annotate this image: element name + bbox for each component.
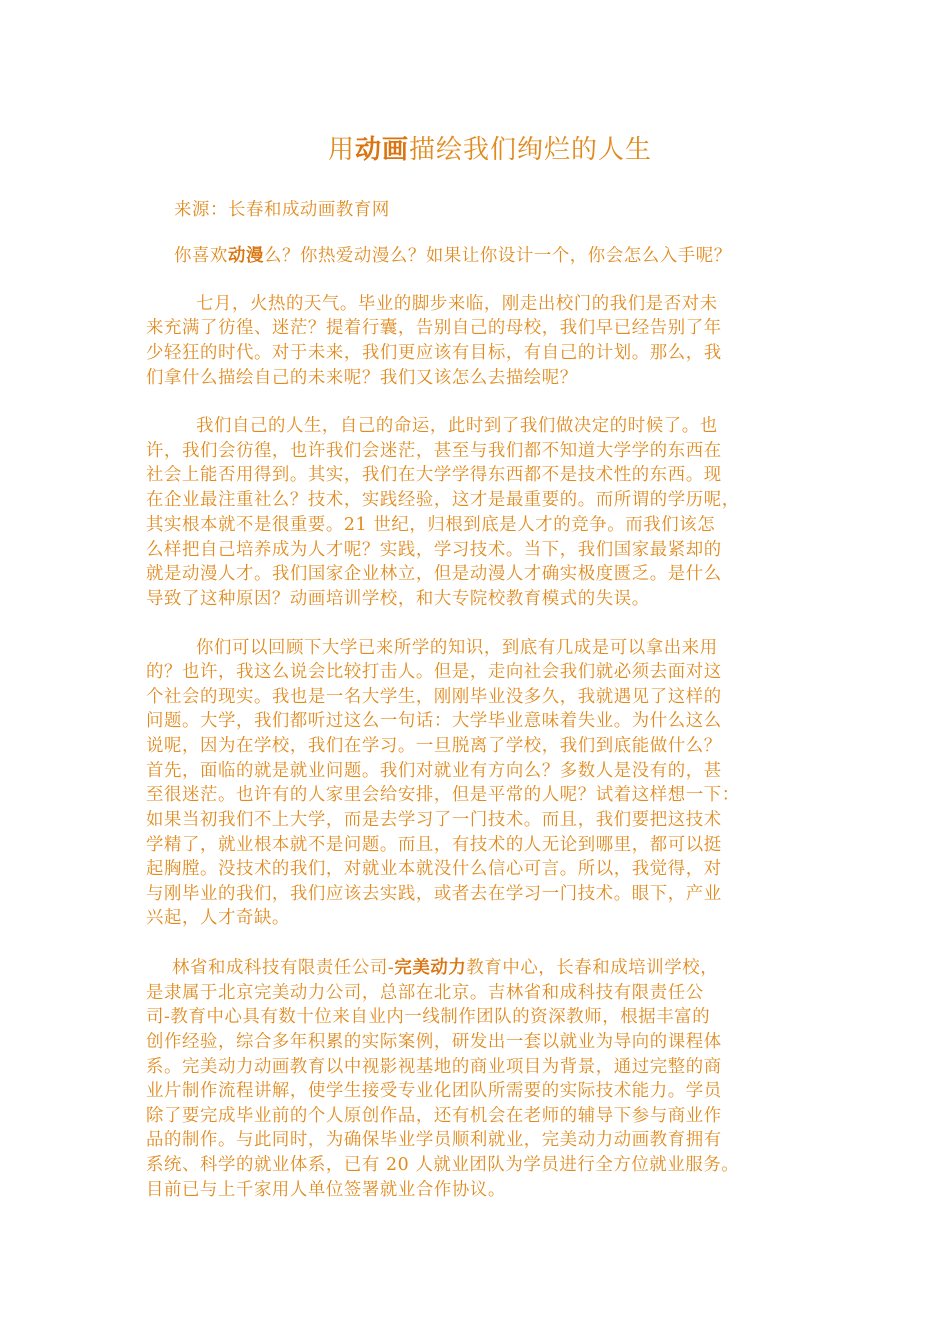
para3-line: 问题。大学，我们都听过这么一句话：大学毕业意味着失业。为什么这么: [146, 711, 722, 731]
para1-line: 七月，火热的天气。毕业的脚步来临，刚走出校门的我们是否对未: [196, 294, 718, 314]
para2-line: 在企业最注重社么？技术，实践经验，这才是最重要的。而所谓的学历呢，: [146, 490, 740, 510]
para3-line: 你们可以回顾下大学已来所学的知识，到底有几成是可以拿出来用: [196, 638, 718, 658]
intro-question: 你喜欢动漫么？你热爱动漫么？如果让你设计一个，你会怎么入手呢？: [174, 246, 732, 266]
para4-line: 目前已与上千家用人单位签署就业合作协议。: [146, 1180, 506, 1200]
para2-line: 导致了这种原因？动画培训学校，和大专院校教育模式的失误。: [146, 589, 650, 609]
para1-line: 少轻狂的时代。对于未来，我们更应该有目标，有自己的计划。那么，我: [146, 343, 722, 363]
para3-line: 与刚毕业的我们，我们应该去实践，或者去在学习一门技术。眼下，产业: [146, 884, 722, 904]
para4-line: 业片制作流程讲解，使学生接受专业化团队所需要的实际技术能力。学员: [146, 1081, 722, 1101]
para4-line: 司-教育中心具有数十位来自业内一线制作团队的资深教师，根据丰富的: [146, 1007, 711, 1027]
para4-line: 系统、科学的就业体系，已有 20 人就业团队为学员进行全方位就业服务。: [146, 1155, 740, 1175]
para4-line: 除了要完成毕业前的个人原创作品，还有机会在老师的辅导下参与商业作: [146, 1106, 722, 1126]
para3-line: 个社会的现实。我也是一名大学生，刚刚毕业没多久，我就遇见了这样的: [146, 687, 722, 707]
para4-first-line: 林省和成科技有限责任公司-完美动力教育中心，长春和成培训学校，: [172, 958, 719, 978]
para3-line: 兴起，人才奇缺。: [146, 908, 290, 928]
highlight-wanmeidongli: 完美动力: [394, 958, 467, 978]
para2-line: 许，我们会彷徨，也许我们会迷茫，甚至与我们都不知道大学学的东西在: [146, 441, 722, 461]
para2-line: 社会上能否用得到。其实，我们在大学学得东西都不是技术性的东西。现: [146, 465, 722, 485]
para4-line: 创作经验，综合多年积累的实际案例，研发出一套以就业为导向的课程体: [146, 1032, 722, 1052]
title-pre: 用: [327, 135, 355, 165]
para4-line: 品的制作。与此同时，为确保毕业学员顺利就业，完美动力动画教育拥有: [146, 1130, 722, 1150]
para4-line: 是隶属于北京完美动力公司，总部在北京。吉林省和成科技有限责任公: [146, 983, 704, 1003]
para3-line: 学精了，就业根本就不是问题。而且，有技术的人无论到哪里，都可以挺: [146, 835, 722, 855]
document-title: [0, 130, 950, 170]
title-post: 描绘我们绚烂的人生: [409, 135, 653, 165]
para3-line: 首先，面临的就是就业问题。我们对就业有方向么？多数人是没有的，甚: [146, 761, 722, 781]
highlight-donghua: 动漫: [227, 246, 264, 266]
para2-line: 就是动漫人才。我们国家企业林立，但是动漫人才确实极度匮乏。是什么: [146, 564, 722, 584]
para2-line: 我们自己的人生，自己的命运，此时到了我们做决定的时候了。也: [196, 416, 718, 436]
para3-line: 如果当初我们不上大学，而是去学习了一门技术。而且，我们要把这技术: [146, 810, 722, 830]
para2-line: 其实根本就不是很重要。21 世纪，归根到底是人才的竞争。而我们该怎: [146, 515, 716, 535]
para3-line: 说呢，因为在学校，我们在学习。一旦脱离了学校，我们到底能做什么？: [146, 736, 722, 756]
source-line: 来源：长春和成动画教育网: [174, 200, 390, 220]
para3-line: 至很迷茫。也许有的人家里会给安排，但是平常的人呢？试着这样想一下：: [146, 785, 740, 805]
para1-line: 们拿什么描绘自己的未来呢？我们又该怎么去描绘呢？: [146, 368, 578, 388]
para3-line: 起胸膛。没技术的我们，对就业本就没什么信心可言。所以，我觉得，对: [146, 859, 722, 879]
para2-line: 么样把自己培养成为人才呢？实践，学习技术。当下，我们国家最紧却的: [146, 540, 722, 560]
para1-line: 来充满了彷徨、迷茫？提着行囊，告别自己的母校，我们早已经告别了年: [146, 318, 722, 338]
para4-line: 系。完美动力动画教育以中视影视基地的商业项目为背景，通过完整的商: [146, 1057, 722, 1077]
para3-line: 的？也许，我这么说会比较打击人。但是，走向社会我们就必须去面对这: [146, 662, 722, 682]
title-bold: 动画: [354, 135, 409, 165]
